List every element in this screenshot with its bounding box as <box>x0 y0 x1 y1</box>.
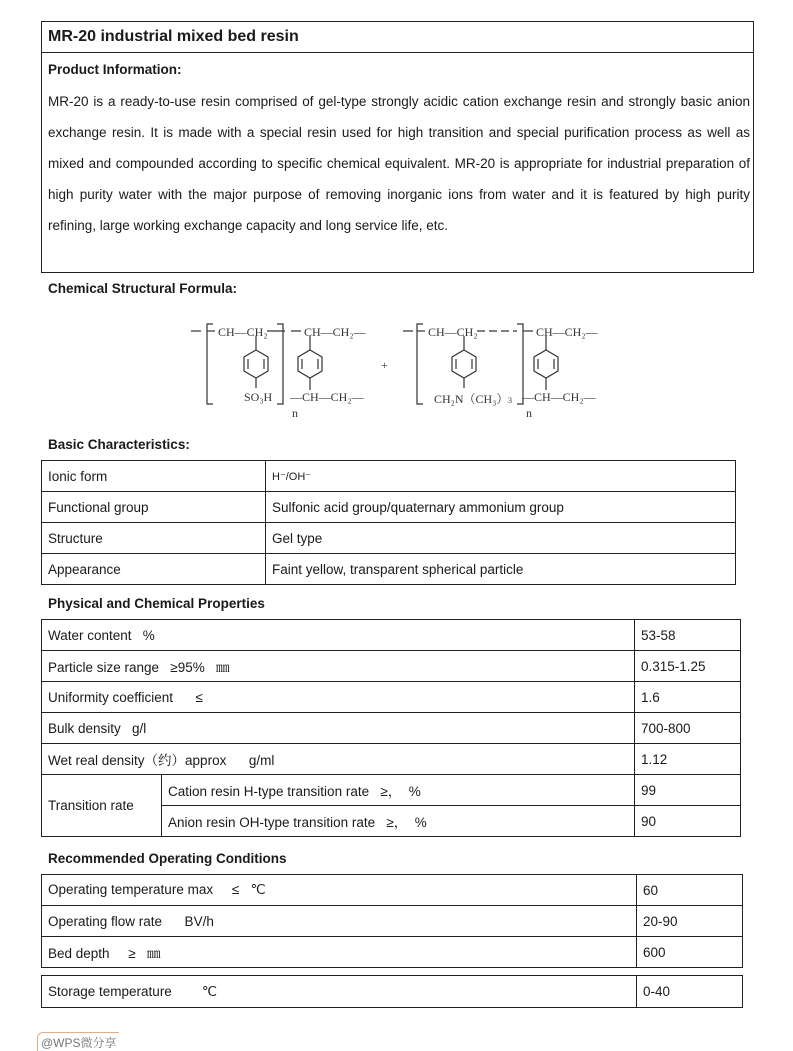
formula-right-substituent-sub: 3 <box>508 396 512 405</box>
formula-left-bottom-chain: —CH—CH₂— <box>290 390 364 404</box>
row-label: Cation resin H-type transition rate ≥， % <box>162 775 635 806</box>
row-label: Ionic form <box>42 461 266 492</box>
row-label: Bulk density g/l <box>42 713 635 744</box>
row-value: 600 <box>637 937 743 968</box>
table-row <box>42 976 743 1008</box>
physical-heading: Physical and Chemical Properties <box>48 596 265 611</box>
row-value: 1.12 <box>635 744 741 775</box>
document-title: MR-20 industrial mixed bed resin <box>48 28 299 45</box>
row-label: Storage temperature ℃ <box>42 976 637 1008</box>
table-row <box>42 682 741 713</box>
formula-right-bottom-chain: —CH—CH₂— <box>522 390 596 404</box>
row-label: Wet real density（约）approx g/ml <box>42 744 635 775</box>
row-label: Particle size range ≥95% ㎜ <box>42 651 635 682</box>
row-value: Faint yellow, transparent spherical particle <box>266 554 736 585</box>
watermark: @WPS微分享 <box>37 1032 119 1051</box>
table-row <box>42 875 743 906</box>
table-row <box>42 651 741 682</box>
table-row <box>42 523 736 554</box>
formula-right-chain-b: CH—CH₂— <box>536 325 598 339</box>
product-info-heading: Product Information: <box>48 62 182 77</box>
row-label: Functional group <box>42 492 266 523</box>
row-value: 99 <box>635 775 741 806</box>
formula-heading: Chemical Structural Formula: <box>48 281 238 296</box>
formula-left-chain-a: CH—CH₂ <box>218 325 268 339</box>
row-value: 1.6 <box>635 682 741 713</box>
physical-properties-table <box>41 619 741 837</box>
formula-left-chain-b: CH—CH₂— <box>304 325 366 339</box>
transition-rate-label: Transition rate <box>42 775 162 837</box>
basic-heading: Basic Characteristics: <box>48 437 190 452</box>
row-value: 0.315-1.25 <box>635 651 741 682</box>
storage-table <box>41 975 743 1008</box>
row-label: Bed depth ≥ ㎜ <box>42 937 637 968</box>
operating-conditions-table <box>41 874 743 968</box>
formula-right-chain-a: CH—CH₂ <box>428 325 478 339</box>
row-value: 60 <box>637 875 743 906</box>
formula-right-substituent: CH₂N（CH₃） <box>434 392 509 406</box>
row-value: 0-40 <box>637 976 743 1008</box>
table-row <box>42 461 736 492</box>
row-label: Appearance <box>42 554 266 585</box>
row-value: 700-800 <box>635 713 741 744</box>
table-row <box>42 906 743 937</box>
row-value: Gel type <box>266 523 736 554</box>
formula-plus: + <box>381 358 388 372</box>
bracket-left <box>417 324 423 404</box>
row-label: Structure <box>42 523 266 554</box>
formula-left-subscript: n <box>292 406 298 420</box>
title-box <box>41 21 754 52</box>
table-row <box>42 937 743 968</box>
row-value: H⁻/OH⁻ <box>266 461 736 492</box>
formula-left-substituent: SO₃H <box>244 390 273 404</box>
row-label: Water content % <box>42 620 635 651</box>
row-label: Uniformity coefficient ≤ <box>42 682 635 713</box>
row-value: Sulfonic acid group/quaternary ammonium group <box>266 492 736 523</box>
table-row <box>42 492 736 523</box>
basic-characteristics-table <box>41 460 736 585</box>
row-label: Anion resin OH-type transition rate ≥， % <box>162 806 635 837</box>
product-info-text: MR-20 is a ready-to-use resin comprised of gel-type strongly acidic cation exchange resin and strongly basic anion exchange resin. It is made with a special resin used for high transition and special purification process as well as mixed and compounded according to specific chemical equivalent. MR-20 is appropriate for industrial preparation of high purity water with the major purpose of removing inorganic ions from water and it is featured by high purity refining, large working exchange capacity and long service life, etc. <box>48 94 750 233</box>
row-label: Operating flow rate BV/h <box>42 906 637 937</box>
table-row <box>42 620 741 651</box>
product-info-box <box>41 52 754 273</box>
operating-heading: Recommended Operating Conditions <box>48 851 287 866</box>
formula-right-subscript: n <box>526 406 532 420</box>
row-value: 53-58 <box>635 620 741 651</box>
row-value: 20-90 <box>637 906 743 937</box>
bracket-right <box>277 324 283 404</box>
table-row <box>42 744 741 775</box>
bracket-left <box>207 324 213 404</box>
table-row <box>42 775 741 806</box>
table-row <box>42 554 736 585</box>
row-value: 90 <box>635 806 741 837</box>
table-row <box>42 713 741 744</box>
row-label: Operating temperature max ≤ ℃ <box>42 875 637 906</box>
